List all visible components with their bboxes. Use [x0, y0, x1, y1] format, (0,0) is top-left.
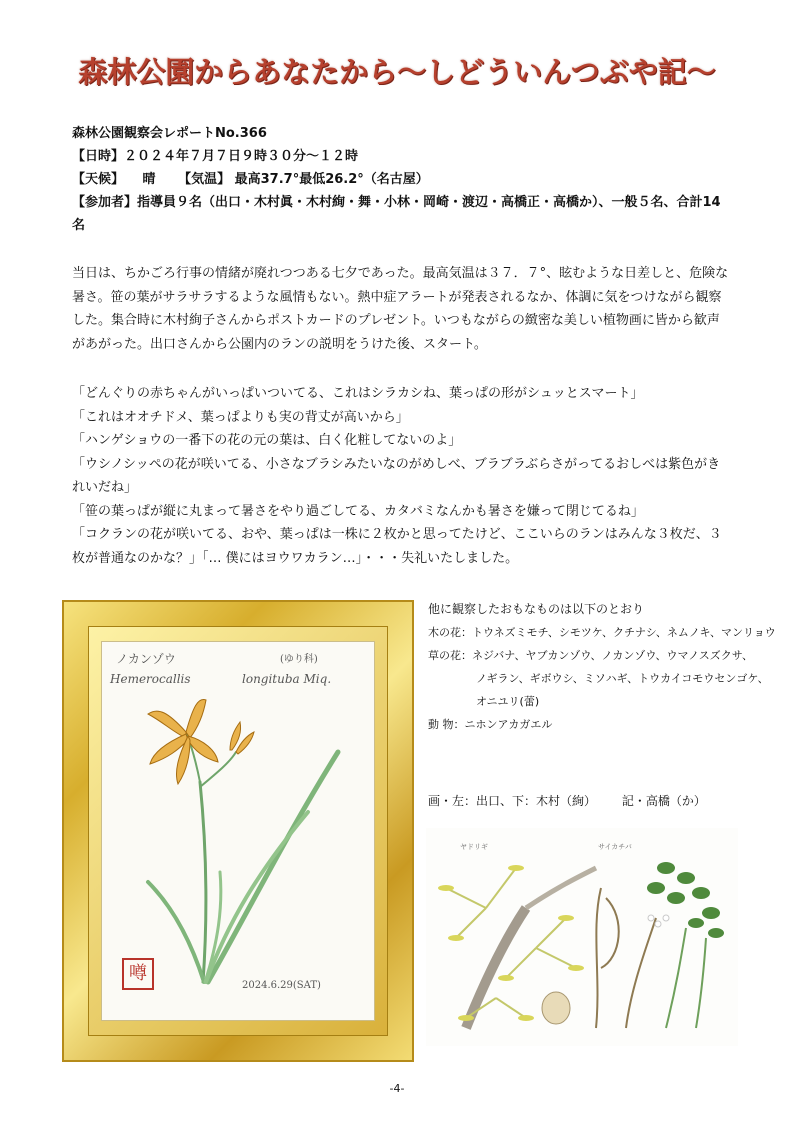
gold-picture-frame — [62, 600, 414, 1062]
botanical-label-left: ヤドリギ — [460, 843, 488, 851]
credits — [428, 792, 706, 809]
temp-label: 【気温】 — [178, 172, 231, 187]
sketch-latin-species: longituba Miq. — [242, 672, 332, 686]
report-name: 森林公園観察会レポートNo.366 — [72, 126, 267, 141]
observed-herbs-cont: ノギラン、ギボウシ、ミソハギ、トウカイコモウセンゴケ、 — [476, 672, 769, 685]
art-credit: 画・左：出口、下：木村（絢） — [428, 794, 597, 808]
weather-value: 晴 — [142, 172, 156, 187]
botanical-illustration — [426, 828, 738, 1046]
botanical-label-right: サイカチバ — [598, 843, 632, 851]
seal-stamp — [122, 958, 154, 990]
observed-animals: 動 物：ニホンアカガエル — [428, 718, 553, 731]
temp-value: 最高37.7°最低26.2°（名古屋） — [234, 172, 429, 187]
report-weather-line — [72, 168, 732, 191]
body-paragraph: 当日は、ちかごろ行事の情緒が廃れつつある七夕であった。最高気温は３７．７°、眩むような日差しと、危険な暑さ。笹の葉がサラサラするような風情もない。熱中症アラートが発表されるなか、体調に気をつけながら観察した。集合時に木村絢子さんからポストカードのプレゼント。いつもながらの緻密な美しい植物画に皆から歓声があがった。出口さんから公園内のランの説明をうけた後、スタート。 — [72, 266, 729, 352]
observed-heading: 他に観察したおもなものは以下のとおり — [428, 602, 645, 616]
mistletoe-and-plant-drawing — [426, 828, 738, 1046]
page-title: 森林公園からあなたから～しどういんつぶや記～ — [78, 55, 716, 89]
participants: 【参加者】指導員９名（出口・木村眞・木村絢・舞・小林・岡崎・渡辺・高橋正・高橋か）、一般５名、合計14名 — [72, 195, 721, 233]
sketch-latin-genus: Hemerocallis — [110, 672, 191, 686]
report-info — [72, 122, 732, 237]
quote-item: 「これはオオチドメ、葉っぱよりも実の背丈が高いから」 — [72, 409, 409, 425]
observed-trees: 木の花：トウネズミモチ、シモツケ、クチナシ、ネムノキ、マンリョウ — [428, 626, 776, 639]
sketch-jp-name: ノカンゾウ — [116, 652, 176, 666]
quote-item: 「ウシノシッペの花が咲いてる、小さなブラシみたいなのがめしべ、ブラブラぶらさがってるおしべは紫色がきれいだね」 — [72, 456, 721, 495]
observed-herbs: 草の花：ネジバナ、ヤブカンゾウ、ノカンゾウ、ウマノスズクサ、 — [428, 649, 753, 662]
quote-item: 「どんぐりの赤ちゃんがいっぱいついてる、これはシラカシね、葉っぱの形がシュッとスマート」 — [72, 386, 644, 401]
page-number: -4- — [389, 1082, 405, 1095]
daylily-illustration — [108, 692, 358, 992]
frame-mat — [88, 626, 388, 1036]
sketch-card — [101, 641, 375, 1021]
report-date: 【日時】２０２４年７月７日９時３０分～１２時 — [72, 149, 359, 164]
quote-item: 「コクランの花が咲いてる、おや、葉っぱは一株に２枚かと思ってたけど、ここいらのランはみんな３枚だ、３枚が普通なのかな？」「… 僕にはヨウワカラン…」・・・失礼いたしました。 — [72, 527, 722, 566]
sketch-date: 2024.6.29(SAT) — [242, 980, 321, 991]
quote-item: 「笹の葉っぱが縦に丸まって暑さをやり過ごしてる、カタバミなんかも暑さを嫌って閉じてるね」 — [72, 503, 644, 519]
weather-label: 【天候】 — [72, 172, 125, 187]
observed-herbs-cont: オニユリ(蕾) — [476, 695, 540, 708]
quote-item: 「ハンゲショウの一番下の花の元の葉は、白く化粧してないのよ」 — [72, 433, 462, 448]
seal-text: 噂 — [129, 963, 147, 984]
quote-list — [72, 382, 732, 570]
observed-list — [428, 598, 776, 736]
writer-credit: 記・高橋（か） — [621, 794, 706, 808]
sketch-note: (ゆり科) — [280, 654, 318, 665]
